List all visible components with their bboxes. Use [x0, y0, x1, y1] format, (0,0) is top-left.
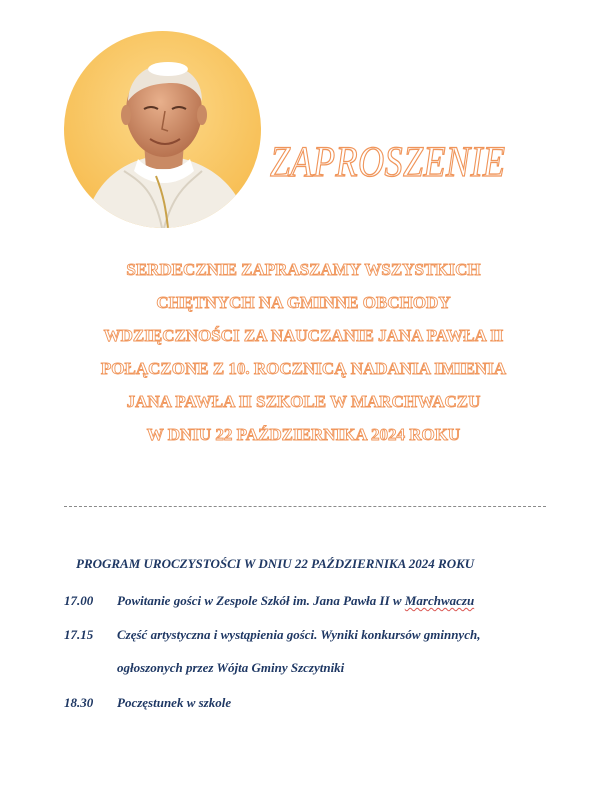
program-item-text: Część artystyczna i wystąpienia gości. Wyniki konkursów gminnych,	[117, 627, 481, 642]
program-item-text-main: Powitanie gości w Zespole Szkół im. Jana Pawła II w	[117, 593, 405, 608]
program-item-time: 17.00	[64, 593, 94, 608]
invitation-line-6: W DNIU 22 PAŹDZIERNIKA 2024 ROKU	[146, 425, 461, 444]
invitation-line-2: CHĘTNYCH NA GMINNE OBCHODY	[156, 293, 451, 312]
program-item-time: 17.15	[64, 627, 94, 642]
portrait-illustration	[64, 31, 261, 228]
program-item-text-line2: ogłoszonych przez Wójta Gminy Szczytniki	[117, 660, 345, 675]
program-item-text: Poczęstunek w szkole	[117, 695, 232, 710]
portrait-photo	[64, 31, 261, 228]
program-heading: PROGRAM UROCZYSTOŚCI W DNIU 22 PAŹDZIERNIKA 2024 ROKU	[76, 556, 475, 571]
invitation-title: ZAPROSZENIE	[270, 139, 506, 186]
invitation-line-3: WDZIĘCZNOŚCI ZA NAUCZANIE JANA PAWŁA II	[103, 326, 504, 345]
program-item-text	[117, 593, 474, 609]
invitation-line-4: POŁĄCZONE Z 10. ROCZNICĄ NADANIA IMIENIA	[100, 359, 507, 378]
dashed-divider	[64, 506, 546, 507]
invitation-line-1: SERDECZNIE ZAPRASZAMY WSZYSTKICH	[126, 260, 481, 279]
spellcheck-flagged-word[interactable]: Marchwaczu	[404, 593, 475, 608]
program-item-time: 18.30	[64, 695, 94, 710]
invitation-line-5: JANA PAWŁA II SZKOLE W MARCHWACZU	[126, 392, 481, 411]
